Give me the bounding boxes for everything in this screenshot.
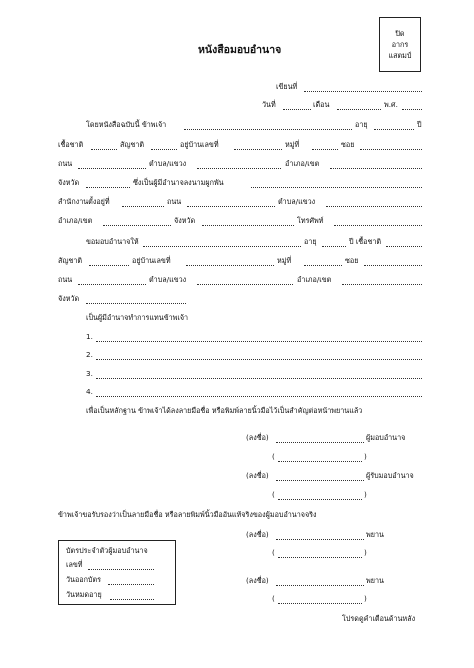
grantee-role-label: ผู้รับมอบอำนาจ xyxy=(366,471,414,480)
witness2-printed-name-field[interactable] xyxy=(278,603,362,604)
id-expiry-field[interactable] xyxy=(110,599,154,600)
id-card-title: บัตรประจำตัวผู้มอบอำนาจ xyxy=(66,546,148,555)
grantor-district2-label: อำเภอ/เขต xyxy=(58,216,93,225)
written-at-label: เขียนที่ xyxy=(276,82,298,91)
grantor-province-field[interactable] xyxy=(86,187,130,188)
year-label: พ.ศ. xyxy=(384,100,398,109)
grantor-road-field[interactable] xyxy=(78,168,146,169)
grantee-signed-label: (ลงชื่อ) xyxy=(246,471,269,480)
grantor-province2-field[interactable] xyxy=(202,225,294,226)
grantor-office-field[interactable] xyxy=(122,206,164,207)
grantor-paren-open: ( xyxy=(272,452,275,461)
item-number-1: 1. xyxy=(86,332,93,341)
item-field-1[interactable] xyxy=(96,341,422,342)
witness1-signature-field[interactable] xyxy=(276,539,364,540)
grantor-road2-field[interactable] xyxy=(187,206,275,207)
grantor-phone-field[interactable] xyxy=(334,225,422,226)
grantor-district2-field[interactable] xyxy=(103,225,171,226)
stamp-label-3: แสตมป์ xyxy=(388,51,412,60)
grantor-subdistrict2-field[interactable] xyxy=(326,206,422,207)
stamp-label-1: ปิด xyxy=(395,29,405,38)
id-number-label: เลขที่ xyxy=(66,560,83,569)
grantor-subdistrict-field[interactable] xyxy=(197,168,281,169)
grantor-road2-label: ถนน xyxy=(167,197,182,206)
certify-statement: ข้าพเจ้าขอรับรองว่าเป็นลายมือชื่อ หรือลายพิมพ์นิ้วมืออันแท้จริงของผู้มอบอำนาจจริง xyxy=(58,510,317,519)
grantee-intro: ขอมอบอำนาจให้ xyxy=(86,237,139,246)
id-number-field[interactable] xyxy=(88,569,154,570)
written-at-field[interactable] xyxy=(304,91,422,92)
grantee-subdistrict-label: ตำบล/แขวง xyxy=(149,275,187,284)
grantee-province-label: จังหวัด xyxy=(58,294,80,303)
grantee-moo-label: หมู่ที่ xyxy=(277,256,292,265)
grantor-subdistrict-label: ตำบล/แขวง xyxy=(149,159,187,168)
see-warning-note: โปรดดูคำเตือนด้านหลัง xyxy=(342,614,416,623)
grantee-age-label: อายุ xyxy=(304,237,317,246)
grantor-moo-label: หมู่ที่ xyxy=(285,140,300,149)
grantor-soi-label: ซอย xyxy=(341,140,355,149)
grantee-printed-name-field[interactable] xyxy=(278,499,362,500)
grantor-paren-close: ) xyxy=(364,452,367,461)
witness1-paren-close: ) xyxy=(364,548,367,557)
form-title: หนังสือมอบอำนาจ xyxy=(198,44,282,56)
month-field[interactable] xyxy=(337,109,381,110)
grantor-name-field[interactable] xyxy=(184,129,352,130)
grantee-nationality-label: สัญชาติ xyxy=(58,256,83,265)
date-field[interactable] xyxy=(283,109,311,110)
grantor-soi-field[interactable] xyxy=(360,149,422,150)
grantor-race-field[interactable] xyxy=(91,149,117,150)
grantor-years-label: ปี xyxy=(417,120,422,129)
id-issued-label: วันออกบัตร xyxy=(66,575,102,584)
grantee-soi-field[interactable] xyxy=(364,265,422,266)
grantee-road-field[interactable] xyxy=(78,284,146,285)
item-field-2[interactable] xyxy=(96,359,422,360)
witness1-role-label: พยาน xyxy=(366,530,384,539)
grantor-subdistrict2-label: ตำบล/แขวง xyxy=(278,197,316,206)
evidence-statement: เพื่อเป็นหลักฐาน ข้าพเจ้าได้ลงลายมือชื่อ หรือพิมพ์ลายนิ้วมือไว้เป็นสำคัญต่อหน้าพยานแล้ว xyxy=(86,406,363,415)
grantee-province-field[interactable] xyxy=(86,303,186,304)
grantor-signature-field[interactable] xyxy=(276,442,364,443)
grantor-role-label: ผู้มอบอำนาจ xyxy=(366,433,406,442)
grantor-road-label: ถนน xyxy=(58,159,73,168)
grantor-authorized-label: ซึ่งเป็นผู้มีอำนาจลงนามผูกพัน xyxy=(133,178,224,187)
grantor-province2-label: จังหวัด xyxy=(174,216,196,225)
date-label: วันที่ xyxy=(262,100,276,109)
grantor-province-label: จังหวัด xyxy=(58,178,80,187)
month-label: เดือน xyxy=(313,100,330,109)
grantor-office-label: สำนักงานตั้งอยู่ที่ xyxy=(58,197,110,206)
grantor-age-field[interactable] xyxy=(374,129,414,130)
item-field-4[interactable] xyxy=(96,396,422,397)
grantor-race-label: เชื้อชาติ xyxy=(58,140,84,149)
grantee-name-field[interactable] xyxy=(143,246,301,247)
grantor-district-label: อำเภอ/เขต xyxy=(285,159,320,168)
item-field-3[interactable] xyxy=(96,378,422,379)
grantor-district-field[interactable] xyxy=(330,168,422,169)
witness2-paren-close: ) xyxy=(364,594,367,603)
witness1-paren-open: ( xyxy=(272,548,275,557)
grantee-soi-label: ซอย xyxy=(345,256,359,265)
witness2-signed-label: (ลงชื่อ) xyxy=(246,576,269,585)
grantee-paren-open: ( xyxy=(272,490,275,499)
witness2-role-label: พยาน xyxy=(366,576,384,585)
grantee-signature-field[interactable] xyxy=(276,480,364,481)
year-field[interactable] xyxy=(402,109,422,110)
grantee-subdistrict-field[interactable] xyxy=(197,284,293,285)
grantee-road-label: ถนน xyxy=(58,275,73,284)
grantor-company-field[interactable] xyxy=(251,187,422,188)
item-number-2: 2. xyxy=(86,350,93,359)
grantee-race-label: ปี เชื้อชาติ xyxy=(349,237,382,246)
grantee-race-field[interactable] xyxy=(386,246,422,247)
grantee-age-field[interactable] xyxy=(322,246,346,247)
stamp-label-2: อากร xyxy=(391,40,409,49)
grantor-nationality-label: สัญชาติ xyxy=(120,140,145,149)
grantee-district-field[interactable] xyxy=(342,284,422,285)
grantee-house-field[interactable] xyxy=(186,265,274,266)
grantor-nationality-field[interactable] xyxy=(151,149,177,150)
grantor-house-label: อยู่บ้านเลขที่ xyxy=(180,140,219,149)
witness1-signed-label: (ลงชื่อ) xyxy=(246,530,269,539)
grantor-phone-label: โทรศัพท์ xyxy=(297,216,324,225)
grantor-moo-field[interactable] xyxy=(312,149,338,150)
id-issued-field[interactable] xyxy=(108,584,154,585)
grantee-nationality-field[interactable] xyxy=(89,265,129,266)
grantor-intro: โดยหนังสือฉบับนี้ ข้าพเจ้า xyxy=(86,120,167,129)
grantee-paren-close: ) xyxy=(364,490,367,499)
grantor-age-label: อายุ xyxy=(355,120,368,129)
witness2-signature-field[interactable] xyxy=(276,585,364,586)
act-on-behalf-label: เป็นผู้มีอำนาจทำการแทนข้าพเจ้า xyxy=(86,313,189,322)
stamp-duty-box xyxy=(379,17,421,72)
witness1-printed-name-field[interactable] xyxy=(278,557,362,558)
grantee-house-label: อยู่บ้านเลขที่ xyxy=(132,256,171,265)
grantor-house-field[interactable] xyxy=(234,149,282,150)
id-expiry-label: วันหมดอายุ xyxy=(66,590,102,599)
grantee-moo-field[interactable] xyxy=(304,265,342,266)
grantor-signed-label: (ลงชื่อ) xyxy=(246,433,269,442)
grantor-printed-name-field[interactable] xyxy=(278,461,362,462)
witness2-paren-open: ( xyxy=(272,594,275,603)
item-number-3: 3. xyxy=(86,369,93,378)
grantee-district-label: อำเภอ/เขต xyxy=(297,275,332,284)
item-number-4: 4. xyxy=(86,387,93,396)
